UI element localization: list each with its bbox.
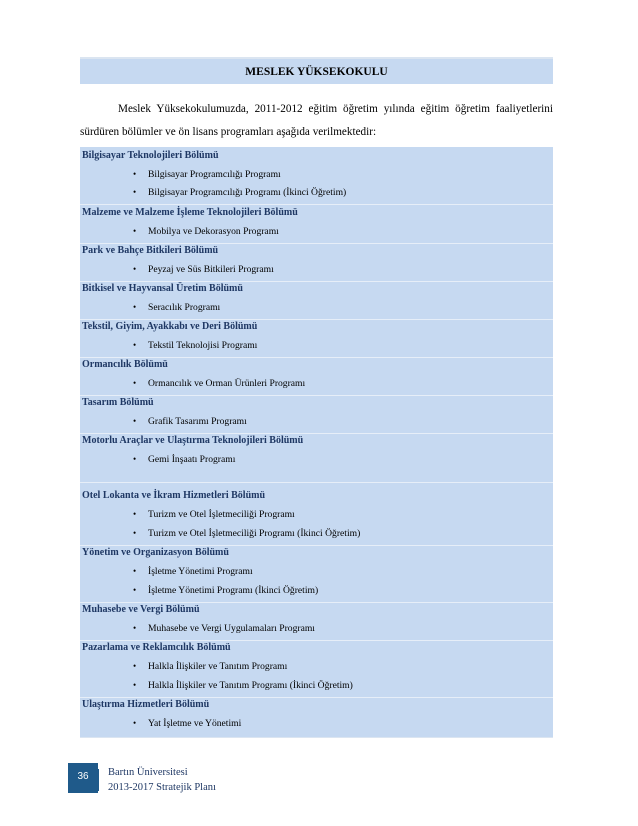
bullet-icon: • [133, 509, 137, 519]
departments-panel [80, 147, 553, 738]
program-item [133, 454, 235, 465]
page-number: 36 [68, 763, 98, 793]
bullet-icon: • [133, 302, 137, 312]
divider [80, 281, 553, 282]
bullet-icon: • [133, 340, 137, 350]
bullet-icon: • [133, 718, 137, 728]
bullet-icon: • [133, 187, 137, 197]
divider [80, 433, 553, 434]
bullet-icon: • [133, 378, 137, 388]
program-label: Halkla İlişkiler ve Tanıtım Programı (İkinci Öğretim) [148, 680, 353, 691]
program-label: İşletme Yönetimi Programı (İkinci Öğretim) [148, 585, 319, 596]
program-item [133, 528, 360, 539]
program-label: Tekstil Teknolojisi Programı [148, 340, 258, 351]
department-heading: Muhasebe ve Vergi Bölümü [82, 604, 200, 615]
bullet-icon: • [133, 226, 137, 236]
footer-plan: 2013-2017 Stratejik Planı [108, 782, 216, 793]
program-label: Mobilya ve Dekorasyon Programı [148, 226, 279, 237]
program-label: Yat İşletme ve Yönetimi [148, 718, 242, 729]
department-heading: Malzeme ve Malzeme İşleme Teknolojileri Bölümü [82, 207, 298, 218]
department-heading: Bilgisayar Teknolojileri Bölümü [82, 150, 219, 161]
bullet-icon: • [133, 416, 137, 426]
bullet-icon: • [133, 528, 137, 538]
program-label: Bilgisayar Programcılığı Programı (İkinci Öğretim) [148, 187, 347, 198]
program-label: Turizm ve Otel İşletmeciliği Programı (İkinci Öğretim) [148, 528, 361, 539]
program-label: Seracılık Programı [148, 302, 221, 313]
section-title: MESLEK YÜKSEKOKULU [80, 57, 553, 84]
program-item [133, 623, 315, 634]
divider [80, 482, 553, 483]
program-label: Gemi İnşaatı Programı [148, 454, 236, 465]
program-item [133, 416, 247, 427]
divider [80, 319, 553, 320]
program-item [133, 585, 318, 596]
divider [80, 602, 553, 603]
program-label: Bilgisayar Programcılığı Programı [148, 169, 281, 180]
intro-paragraph [80, 98, 553, 144]
program-item [133, 378, 305, 389]
department-heading: Yönetim ve Organizasyon Bölümü [82, 547, 229, 558]
program-item [133, 340, 257, 351]
program-item [133, 264, 274, 275]
department-heading: Ormancılık Bölümü [82, 359, 168, 370]
bullet-icon: • [133, 585, 137, 595]
program-label: Turizm ve Otel İşletmeciliği Programı [148, 509, 295, 520]
footer-divider [98, 769, 99, 791]
bullet-icon: • [133, 623, 137, 633]
program-item [133, 661, 287, 672]
bullet-icon: • [133, 169, 137, 179]
department-heading: Ulaştırma Hizmetleri Bölümü [82, 699, 210, 710]
program-item [133, 187, 346, 198]
program-item [133, 169, 281, 180]
divider [80, 357, 553, 358]
bullet-icon: • [133, 264, 137, 274]
intro-text: Meslek Yüksekokulumuzda, 2011-2012 eğitim öğretim yılında eğitim öğretim faaliyetlerini sürdüren bölümler ve ön lisans programları aşağıda verilmektedir: [80, 103, 553, 138]
program-label: Ormancılık ve Orman Ürünleri Programı [148, 378, 306, 389]
department-heading: Tekstil, Giyim, Ayakkabı ve Deri Bölümü [82, 321, 258, 332]
program-label: Halkla İlişkiler ve Tanıtım Programı [148, 661, 288, 672]
department-heading: Otel Lokanta ve İkram Hizmetleri Bölümü [82, 490, 266, 501]
program-label: Grafik Tasarımı Programı [148, 416, 247, 427]
program-item [133, 718, 241, 729]
program-label: Muhasebe ve Vergi Uygulamaları Programı [148, 623, 315, 634]
department-heading: Tasarım Bölümü [82, 397, 154, 408]
bullet-icon: • [133, 566, 137, 576]
divider [80, 243, 553, 244]
department-heading: Motorlu Araçlar ve Ulaştırma Teknolojileri Bölümü [82, 435, 304, 446]
program-item [133, 226, 279, 237]
department-heading: Park ve Bahçe Bitkileri Bölümü [82, 245, 219, 256]
program-label: Peyzaj ve Süs Bitkileri Programı [148, 264, 274, 275]
program-item [133, 680, 353, 691]
program-item [133, 566, 253, 577]
bullet-icon: • [133, 661, 137, 671]
program-item [133, 509, 295, 520]
bullet-icon: • [133, 680, 137, 690]
divider [80, 204, 553, 205]
divider [80, 395, 553, 396]
divider [80, 545, 553, 546]
footer-university: Bartın Üniversitesi [108, 767, 188, 778]
department-heading: Pazarlama ve Reklamcılık Bölümü [82, 642, 231, 653]
program-item [133, 302, 220, 313]
department-heading: Bitkisel ve Hayvansal Üretim Bölümü [82, 283, 243, 294]
bullet-icon: • [133, 454, 137, 464]
program-label: İşletme Yönetimi Programı [148, 566, 253, 577]
divider [80, 697, 553, 698]
divider [80, 640, 553, 641]
